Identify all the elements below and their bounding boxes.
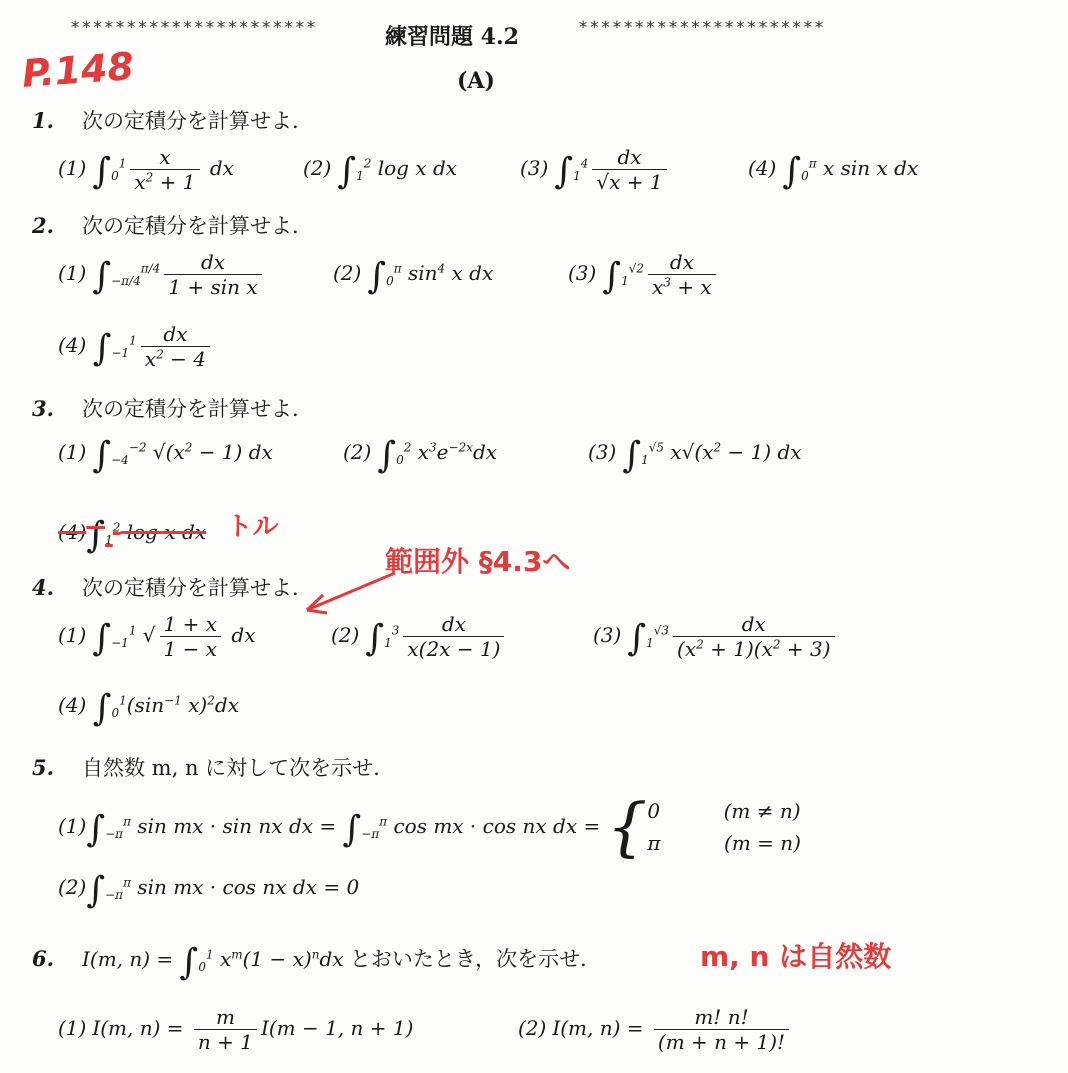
- problem-instruction: 次の定積分を計算せよ.: [82, 576, 299, 600]
- problem-6-heading: 6. I(m, $n) = \int_0^1$ $x^m(1 - x)^ndx$ とおいたとき，次を示せ.: [32, 942, 587, 983]
- problem-2-4: (4) $\int_{-1}^1$ $\frac{dx}{x^2 - 4}$: [58, 322, 214, 371]
- item-label: (2): [333, 261, 362, 285]
- item-label: (4): [58, 693, 87, 717]
- problem-number: 4.: [32, 575, 54, 600]
- item-label: (2): [343, 440, 372, 464]
- problem-instruction: 次の定積分を計算せよ.: [82, 109, 299, 133]
- problem-3-3: (3) $\int_1^{√5}$ $x√(x^2 - 1)$ dx: [588, 435, 802, 476]
- item-label: (1): [58, 261, 87, 285]
- item-label: (1): [58, 440, 87, 464]
- problem-4-2: (2) $\int_1^3$ $\frac{dx}{x(2x - 1)}$: [331, 612, 508, 661]
- header-stars-right: **********************: [578, 18, 826, 38]
- problem-2-items: [58, 250, 1018, 310]
- problem-4-1: (1) $\int_{-1}^1$ √ $\frac{1 + x}{1 - x}$ dx: [58, 612, 256, 661]
- item-label: (2): [303, 156, 332, 180]
- problem-instruction: とおいたとき，次を示せ.: [349, 947, 587, 971]
- problem-1-3: (3) $\int_1^4$ $\frac{dx}{√x + 1}$: [520, 145, 671, 194]
- item-label: (2): [518, 1016, 547, 1040]
- item-label: (3): [588, 440, 617, 464]
- problem-5-heading: [32, 752, 380, 782]
- problem-2-heading: [32, 210, 299, 240]
- problem-3-heading: [32, 393, 299, 423]
- item-label: (1): [58, 813, 87, 838]
- item-label: (3): [520, 156, 549, 180]
- problem-2-1: (1) $\int_{-\pi/4}^{\pi/4}$ $\frac{dx}{\text{1 + sin x}}$: [58, 250, 266, 299]
- handwritten-skip: トル: [226, 512, 279, 542]
- problem-1-heading: [32, 105, 299, 135]
- section-subtitle: (A): [457, 68, 495, 94]
- problem-5-2: $(2)\int_{-\pi}^\pi$ sin mx · cos nx dx = 0: [58, 870, 360, 911]
- problem-1-items: [58, 145, 1018, 205]
- problem-3-2: (2) $\int_0^2$ $x^3e^{-2x}dx$: [343, 435, 498, 476]
- item-label: (4): [748, 156, 777, 180]
- problem-1-2: (2) $\int_1^2$ log x dx: [303, 151, 458, 192]
- problem-number: 2.: [32, 213, 54, 238]
- item-label: (1): [58, 623, 87, 647]
- problem-number: 5.: [32, 755, 54, 780]
- problem-3-4-struck: $(4)\int_1^2$ log x dx トル: [58, 512, 279, 556]
- problem-instruction: 次の定積分を計算せよ.: [82, 397, 299, 421]
- item-label: (1): [58, 1016, 87, 1040]
- problem-2-3: (3) $\int_1^{√2}$ $\frac{dx}{x^3 + x}$: [568, 250, 720, 299]
- problem-3-1: (1) $\int_{-4}^{-2}$ $√(x^2 - 1)$ dx: [58, 435, 273, 476]
- problem-6-items: [58, 1005, 1018, 1065]
- problem-instruction: 次の定積分を計算せよ.: [82, 214, 299, 238]
- item-label: (4): [58, 333, 87, 357]
- problem-1-1: (1) $\int_0^1$ $\frac{x}{x^2 + 1}$ dx: [58, 145, 234, 194]
- problem-1-4: (4) $\int_0^\pi$ x sin x dx: [748, 151, 919, 192]
- header-stars-left: **********************: [70, 18, 318, 38]
- item-label: (1): [58, 156, 87, 180]
- item-label: (3): [568, 261, 597, 285]
- problem-4-4: (4) $\int_0^1(\sin^{-1}$ x)$^2$dx: [58, 688, 239, 729]
- problem-5-1: $(1)\int_{-\pi}^\pi$ sin mx · sin nx dx = $\int_{-\pi}^\pi$ cos mx · cos nx dx = { 0 (m ≠ n) π (m = n): [58, 790, 801, 864]
- item-label: (2): [58, 875, 87, 899]
- problem-2-2: (2) $\int_0^\pi$ $\sin^4 x$ dx: [333, 256, 494, 297]
- item-label: (2): [331, 623, 360, 647]
- problem-number: 1.: [32, 108, 54, 133]
- handwritten-out-of-scope: 範囲外 §4.3へ: [385, 545, 571, 578]
- problem-number: 6.: [32, 946, 54, 971]
- problem-6-1: (1) I(m, n) = $\frac{m}{n + 1}$ I(m − 1, n + 1): [58, 1005, 414, 1054]
- problem-3-items: [58, 435, 1018, 495]
- page-title: 練習問題 4.2: [385, 24, 519, 50]
- problem-number: 3.: [32, 396, 54, 421]
- problem-4-items: [58, 612, 1018, 677]
- problem-4-3: (3) $\int_1^{√3}$ $\frac{dx}{(x^2 + 1)(x^2 + 3)}$: [593, 612, 839, 661]
- problem-6-2: (2) I(m, n) = $\frac{m! n!}{(m + n + 1)!}$: [518, 1005, 793, 1054]
- item-label: (4): [58, 520, 87, 544]
- item-label: (3): [593, 623, 622, 647]
- handwritten-natural-note: m, n は自然数: [700, 940, 892, 973]
- problem-4-heading: [32, 572, 299, 602]
- problem-instruction: 自然数 m, n に対して次を示せ.: [82, 756, 380, 780]
- handwritten-page-ref: P.148: [20, 44, 136, 96]
